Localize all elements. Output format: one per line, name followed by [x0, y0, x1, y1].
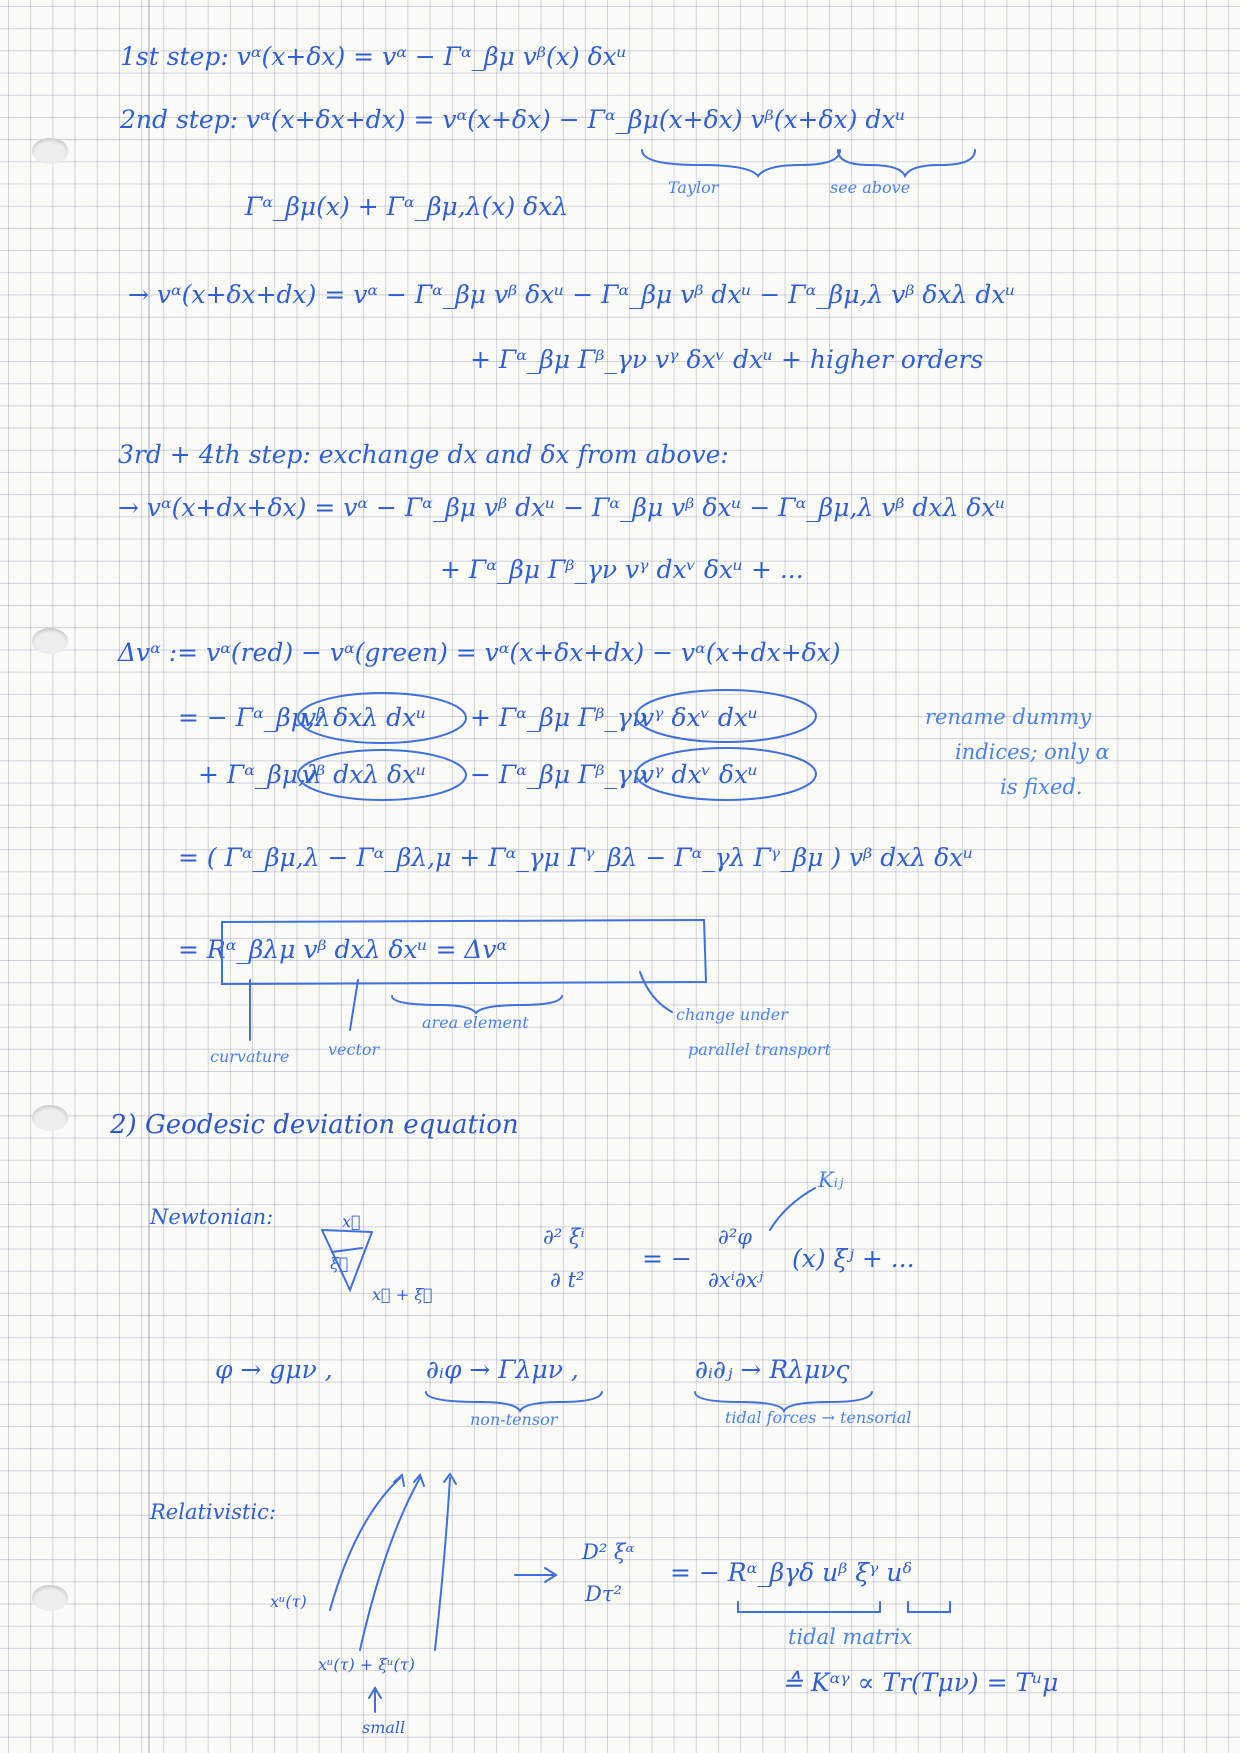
correspondence-2: ∂ᵢφ → Γλμν ,: [426, 1355, 579, 1384]
label-see-above: see above: [830, 178, 911, 197]
delta-term-2b: vᵝ dxλ δxᵘ: [302, 760, 427, 789]
rename-note-2: indices; only α: [955, 740, 1110, 764]
newtonian-label: Newtonian:: [150, 1205, 274, 1229]
curve-label-1: xᵘ(τ): [270, 1592, 307, 1611]
worldline-3: [435, 1478, 450, 1650]
punch-hole: [32, 628, 68, 654]
delta-term-2c: − Γᵅ_βμ Γᵝ_γν: [470, 760, 648, 789]
brace-non-tensor: [426, 1392, 602, 1411]
brace-taylor: [642, 150, 840, 176]
worldline-1: [330, 1478, 400, 1610]
step-3-4-line: 3rd + 4th step: exchange dx and δx from above:: [118, 440, 729, 469]
result-line-a: → vᵅ(x+δx+dx) = vᵅ − Γᵅ_βμ vᵝ δxᵘ − Γᵅ_βμ vᵝ dxᵘ − Γᵅ_βμ,λ vᵝ δxλ dxᵘ: [128, 280, 1016, 309]
arrow-small: [369, 1688, 381, 1712]
label-kij: Kᵢⱼ: [818, 1168, 844, 1192]
correspondence-3: ∂ᵢ∂ⱼ → Rλμνς: [695, 1355, 850, 1384]
worldline-arrowheads: [394, 1474, 456, 1486]
correspondence-1: φ → gμν ,: [215, 1355, 333, 1384]
punch-hole: [32, 1105, 68, 1131]
relativistic-lhs-denominator: Dτ²: [585, 1582, 622, 1606]
brace-area-element: [392, 996, 562, 1013]
pointer-kij: [770, 1188, 815, 1230]
delta-term-1a: = − Γᵅ_βμ,λ: [178, 703, 331, 732]
label-tidal-matrix: tidal matrix: [788, 1625, 912, 1649]
label-non-tensor: non-tensor: [470, 1410, 558, 1429]
newton-figure-vectors: [322, 1230, 372, 1252]
riemann-result: = Rᵅ_βλμ vᵝ dxλ δxᵘ = Δvᵅ: [178, 935, 508, 964]
label-area-element: area element: [422, 1013, 529, 1032]
arrow-relativistic: [515, 1568, 556, 1582]
label-change-1: change under: [676, 1005, 788, 1024]
delta-term-1b: vᵝ δxλ dxᵘ: [302, 703, 427, 732]
label-change-2: parallel transport: [688, 1040, 831, 1059]
label-curvature: curvature: [210, 1047, 290, 1066]
gamma-expansion: Γᵅ_βμ(x) + Γᵅ_βμ,λ(x) δxλ: [245, 192, 569, 221]
newton-rhs-numerator: ∂²φ: [718, 1225, 752, 1249]
delta-term-2d: vᵞ dxᵛ δxᵘ: [640, 760, 758, 789]
delta-term-1c: + Γᵅ_βμ Γᵝ_γν: [470, 703, 648, 732]
brace-see-above: [838, 150, 975, 176]
result-line-d: + Γᵅ_βμ Γᵝ_γν vᵞ dxᵛ δxᵘ + ...: [440, 555, 804, 584]
bracket-tidal-matrix: [738, 1602, 880, 1612]
relativistic-rhs: = − Rᵅ_βγδ uᵝ ξᵞ uᵟ: [670, 1558, 912, 1587]
curve-label-2: xᵘ(τ) + ξᵘ(τ): [318, 1655, 415, 1674]
margin-line: [148, 0, 150, 1753]
figure-label-sum: x⃗ + ξ⃗: [372, 1285, 433, 1304]
relativistic-lhs-numerator: D² ξᵅ: [582, 1540, 635, 1564]
newton-rhs-tail: (x) ξʲ + ...: [792, 1244, 915, 1273]
newton-lhs-numerator: ∂² ξⁱ: [543, 1225, 585, 1249]
trace-relation: ≙ Kᵅᵞ ∝ Tr(Tμν) = Tᵘμ: [782, 1668, 1059, 1697]
newton-equals: = −: [642, 1244, 692, 1273]
worldline-2: [360, 1478, 420, 1650]
rename-note-1: rename dummy: [925, 705, 1092, 729]
delta-term-1d: vᵞ δxᵛ dxᵘ: [640, 703, 758, 732]
pointer-vector: [350, 980, 358, 1030]
delta-definition: Δvᵅ := vᵅ(red) − vᵅ(green) = vᵅ(x+δx+dx) − vᵅ(x+dx+δx): [118, 638, 841, 667]
step-1-line: 1st step: vᵅ(x+δx) = vᵅ − Γᵅ_βμ vᵝ(x) δxᵘ: [120, 42, 627, 71]
result-line-c: → vᵅ(x+dx+δx) = vᵅ − Γᵅ_βμ vᵝ dxᵘ − Γᵅ_βμ vᵝ δxᵘ − Γᵅ_βμ,λ vᵝ dxλ δxᵘ: [118, 493, 1006, 522]
punch-hole: [32, 138, 68, 164]
step-2-line: 2nd step: vᵅ(x+δx+dx) = vᵅ(x+δx) − Γᵅ_βμ(x+δx) vᵝ(x+δx) dxᵘ: [120, 105, 906, 134]
bracket-u: [908, 1602, 950, 1612]
label-taylor: Taylor: [668, 178, 719, 197]
label-vector: vector: [328, 1040, 380, 1059]
newton-lhs-denominator: ∂ t²: [550, 1268, 585, 1292]
label-small: small: [362, 1718, 406, 1737]
label-tidal-forces: tidal forces → tensorial: [725, 1408, 912, 1427]
delta-combined: = ( Γᵅ_βμ,λ − Γᵅ_βλ,μ + Γᵅ_γμ Γᵞ_βλ − Γᵅ_γλ Γᵞ_βμ ) vᵝ dxλ δxᵘ: [178, 843, 974, 872]
delta-term-2a: + Γᵅ_βμ,λ: [198, 760, 322, 789]
rename-note-3: is fixed.: [1000, 775, 1083, 799]
section-2-heading: 2) Geodesic deviation equation: [110, 1110, 519, 1140]
punch-hole: [32, 1585, 68, 1611]
figure-label-x: x⃗: [342, 1212, 361, 1231]
newton-rhs-denominator: ∂xⁱ∂xʲ: [708, 1268, 764, 1292]
relativistic-label: Relativistic:: [150, 1500, 276, 1524]
figure-label-xi: ξ⃗: [330, 1254, 349, 1273]
pointer-change: [640, 972, 672, 1012]
result-line-b: + Γᵅ_βμ Γᵝ_γν vᵞ δxᵛ dxᵘ + higher orders: [470, 345, 984, 374]
